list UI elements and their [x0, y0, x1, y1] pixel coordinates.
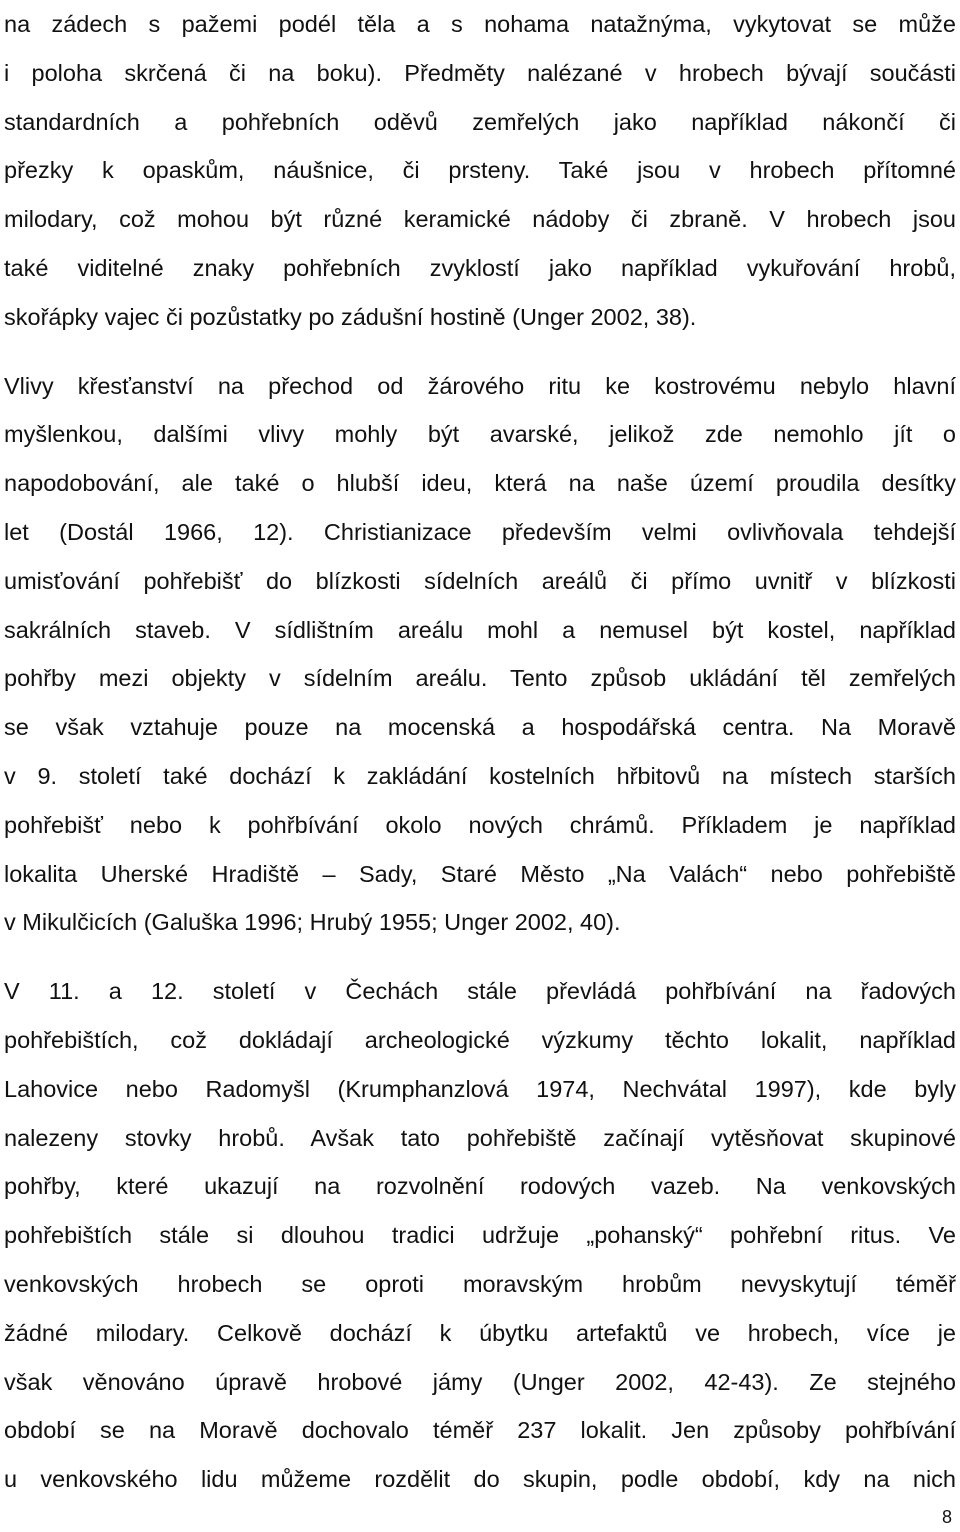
- text-line: v 9. století také dochází k zakládání kostelních hřbitovů na místech starších: [4, 762, 956, 789]
- paragraph-2: [4, 362, 956, 948]
- text-line: standardních a pohřebních oděvů zemřelých jako například nákončí či: [4, 108, 956, 135]
- text-line: pohřby, které ukazují na rozvolnění rodových vazeb. Na venkovských: [4, 1173, 956, 1200]
- paragraph-spacer: [4, 947, 956, 967]
- text-line: u venkovského lidu můžeme rozdělit do skupin, podle období, kdy na nich: [4, 1466, 956, 1493]
- text-line: let (Dostál 1966, 12). Christianizace především velmi ovlivňovala tehdejší: [4, 518, 956, 545]
- text-line: skořápky vajec či pozůstatky po zádušní hostině (Unger 2002, 38).: [4, 303, 697, 330]
- text-line: venkovských hrobech se oproti moravským hrobům nevyskytují téměř: [4, 1270, 956, 1297]
- text-line: však věnováno úpravě hrobové jámy (Unger 2002, 42-43). Ze stejného: [4, 1368, 956, 1395]
- text-line: sakrálních staveb. V sídlištním areálu mohl a nemusel být kostel, například: [4, 616, 956, 643]
- text-line: v Mikulčicích (Galuška 1996; Hrubý 1955; Unger 2002, 40).: [4, 909, 621, 936]
- text-line: milodary, což mohou být různé keramické nádoby či zbraně. V hrobech jsou: [4, 206, 956, 233]
- text-line: lokalita Uherské Hradiště – Sady, Staré Město „Na Valách“ nebo pohřebiště: [4, 860, 956, 887]
- text-line: pohřebištích, což dokládají archeologické výzkumy těchto lokalit, například: [4, 1026, 956, 1053]
- body-text: [4, 0, 956, 1504]
- paragraph-1: [4, 0, 956, 342]
- text-line: myšlenkou, dalšími vlivy mohly být avarské, jelikož zde nemohlo jít o: [4, 421, 956, 448]
- text-line: pohřebišť nebo k pohřbívání okolo nových chrámů. Příkladem je například: [4, 811, 956, 838]
- text-line: také viditelné znaky pohřebních zvyklostí jako například vykuřování hrobů,: [4, 254, 956, 281]
- text-line: Vlivy křesťanství na přechod od žárového ritu ke kostrovému nebylo hlavní: [4, 372, 956, 399]
- text-line: na zádech s pažemi podél těla a s nohama natažnýma, vykytovat se může: [4, 11, 956, 37]
- paragraph-3: [4, 967, 956, 1504]
- paragraph-spacer: [4, 342, 956, 362]
- text-line: pohřby mezi objekty v sídelním areálu. Tento způsob ukládání těl zemřelých: [4, 665, 956, 692]
- text-line: pohřebištích stále si dlouhou tradici udržuje „pohanský“ pohřební ritus. Ve: [4, 1222, 956, 1249]
- text-line: nalezeny stovky hrobů. Avšak tato pohřebiště začínají vytěsňovat skupinové: [4, 1124, 956, 1151]
- text-line: přezky k opaskům, náušnice, či prsteny. Také jsou v hrobech přítomné: [4, 157, 956, 184]
- page-number: 8: [941, 1507, 952, 1527]
- text-line: žádné milodary. Celkově dochází k úbytku artefaktů ve hrobech, více je: [4, 1319, 956, 1346]
- text-line: napodobování, ale také o hlubší ideu, která na naše území proudila desítky: [4, 470, 956, 497]
- text-line: Lahovice nebo Radomyšl (Krumphanzlová 1974, Nechvátal 1997), kde byly: [4, 1075, 956, 1102]
- text-line: V 11. a 12. století v Čechách stále převládá pohřbívání na řadových: [4, 978, 956, 1005]
- text-line: období se na Moravě dochovalo téměř 237 lokalit. Jen způsoby pohřbívání: [4, 1417, 956, 1444]
- text-line: umisťování pohřebišť do blízkosti sídelních areálů či přímo uvnitř v blízkosti: [4, 567, 956, 594]
- text-line: se však vztahuje pouze na mocenská a hospodářská centra. Na Moravě: [4, 714, 956, 741]
- text-line: i poloha skrčená či na boku). Předměty nalézané v hrobech bývají součásti: [4, 59, 956, 86]
